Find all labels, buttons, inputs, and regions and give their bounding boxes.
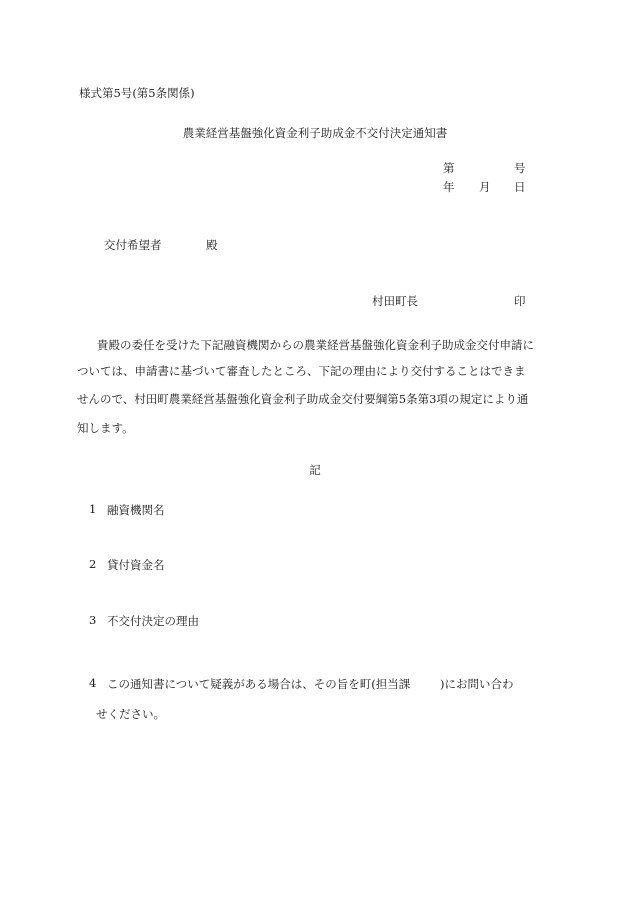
document-title: 農業経営基盤強化資金利子助成金不交付決定通知書 [182, 126, 448, 140]
item-4-contact-end: )にお問い合わ [440, 677, 514, 691]
body-line-2: ついては、申請書に基づいて審査したところ、下記の理由により交付することはできま [77, 364, 526, 378]
item-3-number: 3 [89, 613, 97, 627]
item-3-text: 不交付決定の理由 [107, 614, 199, 628]
body-line-1: 貴殿の委任を受けた下記融資機関からの農業経営基盤強化資金利子助成金交付申請に [97, 338, 534, 352]
date-day: 日 [514, 180, 526, 194]
item-2-text: 貸付資金名 [107, 558, 165, 572]
date-month: 月 [479, 180, 491, 194]
addressee-honorific: 殿 [206, 238, 218, 252]
seal-mark: 印 [514, 294, 526, 308]
document-number-suffix: 号 [514, 161, 526, 175]
item-4-number: 4 [89, 676, 97, 690]
ki-heading: 記 [309, 463, 321, 477]
issuer-name: 村田町長 [372, 294, 418, 308]
item-2-number: 2 [89, 557, 97, 571]
addressee-label: 交付希望者 [104, 238, 162, 252]
document-number-prefix: 第 [443, 161, 455, 175]
form-number: 様式第5号(第5条関係) [79, 86, 195, 100]
date-year: 年 [443, 180, 455, 194]
item-4-text: この通知書について疑義がある場合は、その旨を町(担当課 [107, 677, 411, 691]
item-1-number: 1 [89, 502, 97, 516]
body-line-4: 知します。 [77, 421, 134, 435]
body-line-3: せんので、村田町農業経営基盤強化資金利子助成金交付要綱第5条第3項の規定により通 [77, 392, 529, 406]
item-4-continuation: せください。 [96, 707, 165, 721]
item-1-text: 融資機関名 [107, 503, 165, 517]
